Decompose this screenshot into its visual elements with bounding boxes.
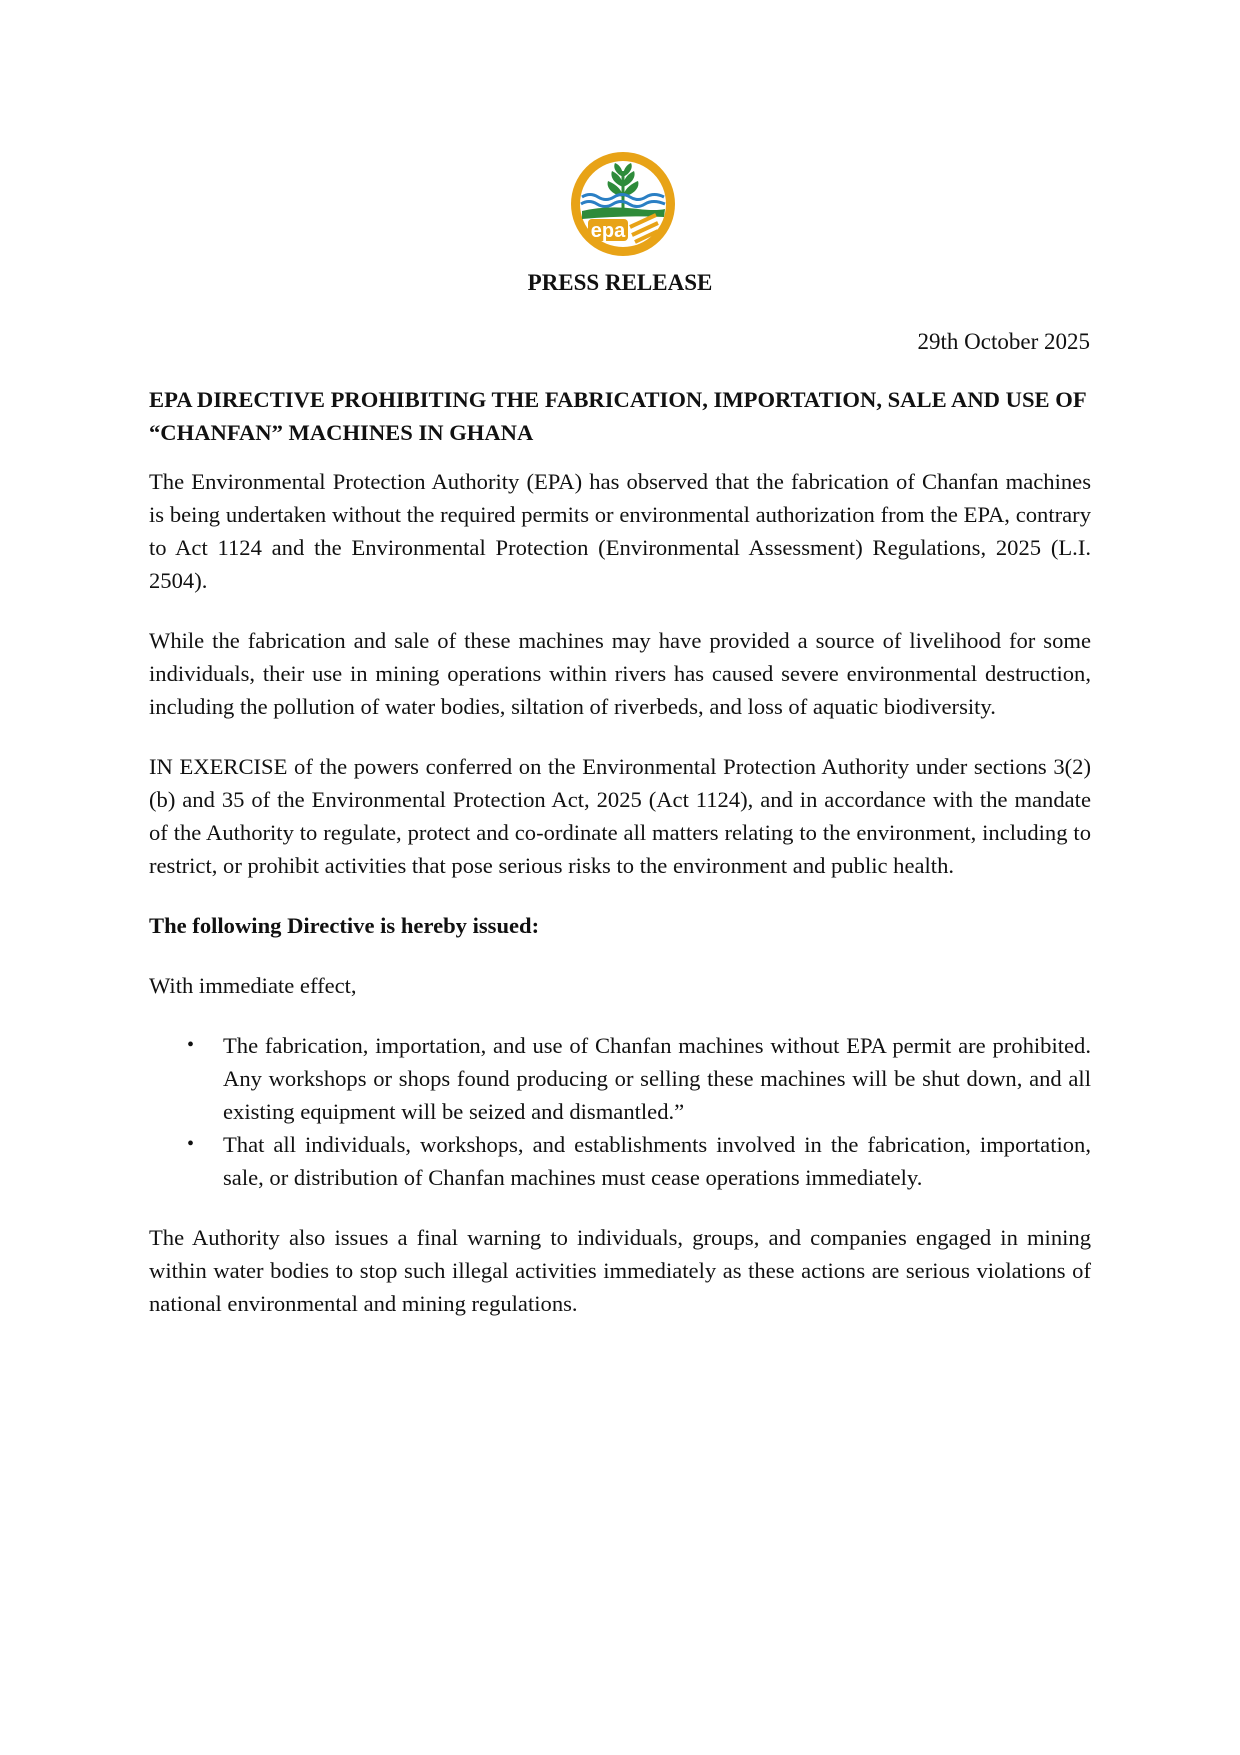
release-date: 29th October 2025 (917, 329, 1090, 354)
paragraph-observation: The Environmental Protection Authority (EPA) has observed that the fabrication of Chanfan machines is being undertaken without the required permits or environmental authorization from the EPA, contrary to Act 1124 and the Environmental Protection (Environmental Assessment) Regulations, 2025 (L.I. 2504). (149, 469, 1091, 593)
epa-logo-text: epa (590, 220, 626, 242)
directive-label: The following Directive is hereby issued: (149, 913, 540, 938)
list-item (149, 1029, 1091, 1128)
effect-line: With immediate effect, (149, 973, 357, 998)
closing-paragraph: The Authority also issues a final warning to individuals, groups, and companies engaged in mining within water bodies to stop such illegal activities immediately as these actions are serious violations of national environmental and mining regulations. (149, 1225, 1091, 1316)
bullet-text: That all individuals, workshops, and establishments involved in the fabrication, importation, sale, or distribution of Chanfan machines must cease operations immediately. (223, 1132, 1091, 1190)
paragraph-impact: While the fabrication and sale of these machines may have provided a source of livelihood for some individuals, their use in mining operations within rivers has caused severe environmental destruction, including the pollution of water bodies, siltation of riverbeds, and loss of aquatic biodiversity. (149, 628, 1091, 719)
bullet-icon: • (187, 1034, 195, 1056)
directive-bullet-list (149, 1029, 1091, 1194)
epa-logo-icon (568, 149, 678, 259)
press-release-title: PRESS RELEASE (527, 270, 713, 295)
bullet-text: The fabrication, importation, and use of Chanfan machines without EPA permit are prohibited. Any workshops or shops found producing or selling these machines will be shut down, and all existing equipment will be seized and dismantled.” (223, 1033, 1091, 1124)
epa-logo-graphic (568, 149, 678, 259)
bullet-icon: • (187, 1133, 195, 1155)
directive-heading: EPA DIRECTIVE PROHIBITING THE FABRICATION, IMPORTATION, SALE AND USE OF “CHANFAN” MACHINES IN GHANA (149, 387, 1086, 445)
list-item (149, 1128, 1091, 1194)
paragraph-exercise-of-powers: IN EXERCISE of the powers conferred on the Environmental Protection Authority under sections 3(2)(b) and 35 of the Environmental Protection Act, 2025 (Act 1124), and in accordance with the mandate of the Authority to regulate, protect and co-ordinate all matters relating to the environment, including to restrict, or prohibit activities that pose serious risks to the environment and public health. (149, 754, 1091, 878)
document-body (149, 383, 1091, 1347)
